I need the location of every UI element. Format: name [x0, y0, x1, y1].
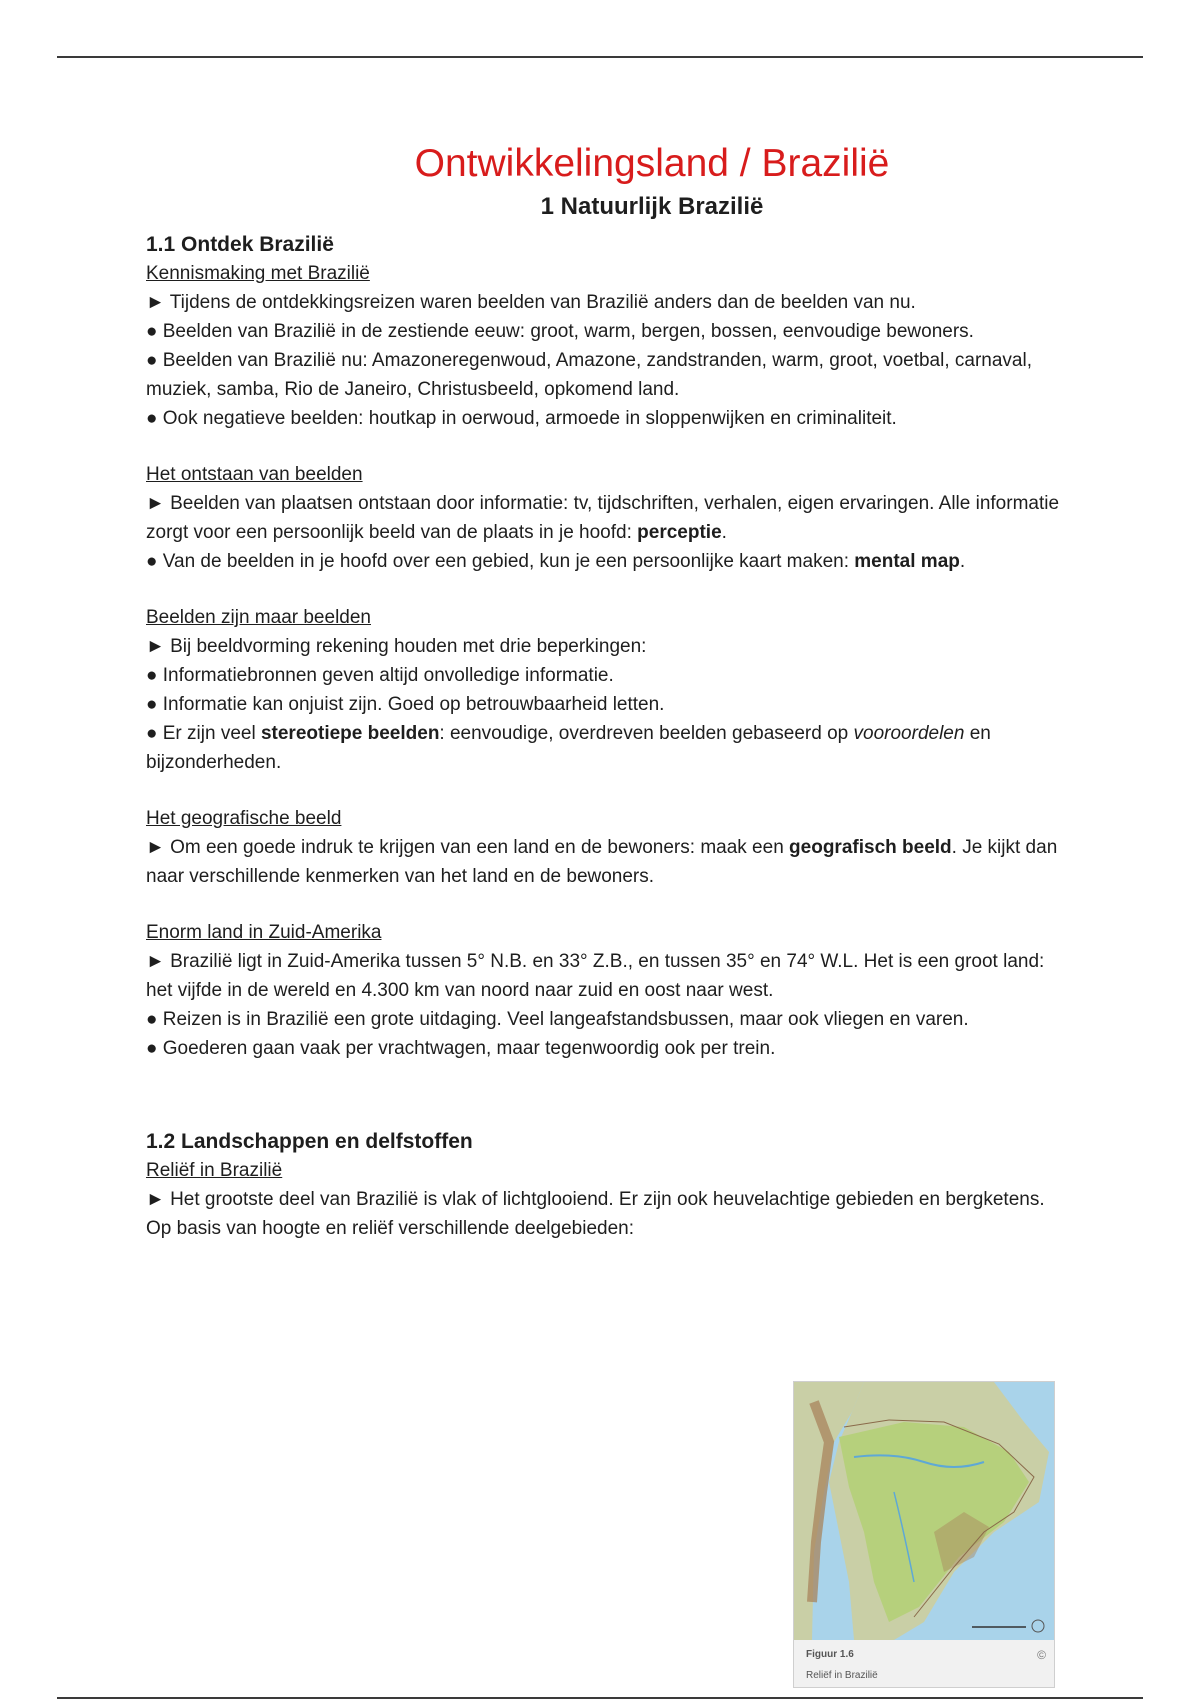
paragraph: ► Tijdens de ontdekkingsreizen waren beelden van Brazilië anders dan de beelden van nu. [146, 292, 916, 313]
subheading-beelden: Beelden zijn maar beelden [146, 607, 371, 628]
top-rule [57, 56, 1143, 58]
section-heading: 1.1 Ontdek Brazilië [146, 233, 334, 256]
subheading-geografisch: Het geografische beeld [146, 808, 342, 829]
subheading-relief: Reliëf in Brazilië [146, 1160, 283, 1181]
document-body [146, 140, 1066, 1243]
paragraph: ● Informatie kan onjuist zijn. Goed op betrouwbaarheid letten. [146, 694, 665, 715]
paragraph: ● Van de beelden in je hoofd over een gebied, kun je een persoonlijke kaart maken: mental map. [146, 551, 966, 572]
paragraph: ● Goederen gaan vaak per vrachtwagen, maar tegenwoordig ook per trein. [146, 1038, 776, 1059]
relief-map-figure [793, 1381, 1055, 1688]
paragraph: ● Er zijn veel stereotiepe beelden: eenvoudige, overdreven beelden gebaseerd op vooroordelen en bijzonderheden. [146, 723, 991, 773]
paragraph: ● Informatiebronnen geven altijd onvolledige informatie. [146, 665, 614, 686]
figure-caption: Reliëf in Brazilië [806, 1670, 878, 1681]
paragraph: ► Het grootste deel van Brazilië is vlak of lichtglooiend. Er zijn ook heuvelachtige gebieden en bergketens. Op basis van hoogte en reliëf verschillende deelgebieden: [146, 1189, 1045, 1239]
section-heading: 1.2 Landschappen en delfstoffen [146, 1130, 473, 1153]
paragraph: ● Beelden van Brazilië in de zestiende eeuw: groot, warm, bergen, bossen, eenvoudige bewoners. [146, 321, 974, 342]
paragraph: ► Beelden van plaatsen ontstaan door informatie: tv, tijdschriften, verhalen, eigen ervaringen. Alle informatie zorgt voor een persoonlijk beeld van de plaats in je hoofd: perceptie. [146, 493, 1060, 543]
paragraph: ● Beelden van Brazilië nu: Amazoneregenwoud, Amazone, zandstranden, warm, groot, voetbal, carnaval, muziek, samba, Rio de Janeiro, Christusbeeld, opkomend land. [146, 350, 1032, 400]
paragraph: ► Bij beeldvorming rekening houden met drie beperkingen: [146, 636, 647, 657]
term-stereotiepe-beelden: stereotiepe beelden [260, 723, 440, 744]
chapter-title: 1 Natuurlijk Brazilië [540, 193, 764, 220]
document-title: Ontwikkelingsland / Brazilië [414, 142, 890, 185]
term-mental-map: mental map [854, 551, 960, 572]
figure-number: Figuur 1.6 [806, 1649, 854, 1660]
bottom-rule [57, 1697, 1143, 1699]
paragraph: ● Reizen is in Brazilië een grote uitdaging. Veel langeafstandsbussen, maar ook vliegen en varen. [146, 1009, 969, 1030]
copyright-mark: © [1037, 1648, 1046, 1662]
subheading-ontstaan: Het ontstaan van beelden [146, 464, 363, 485]
paragraph: ► Om een goede indruk te krijgen van een land en de bewoners: maak een geografisch beeld. Je kijkt dan naar verschillende kenmerken van het land en de bewoners. [146, 837, 1058, 887]
term-vooroordelen: vooroordelen [853, 723, 965, 744]
subheading-enorm-land: Enorm land in Zuid-Amerika [146, 922, 382, 943]
paragraph: ● Ook negatieve beelden: houtkap in oerwoud, armoede in sloppenwijken en criminaliteit. [146, 408, 897, 429]
term-perceptie: perceptie [637, 522, 722, 543]
paragraph: ► Brazilië ligt in Zuid-Amerika tussen 5° N.B. en 33° Z.B., en tussen 35° en 74° W.L. Het is een groot land: het vijfde in de wereld en 4.300 km van noord naar zuid en oost naar west. [146, 951, 1045, 1001]
relief-map-brazil-icon [794, 1382, 1054, 1640]
term-geografisch-beeld: geografisch beeld [789, 837, 952, 858]
subheading-kennismaking: Kennismaking met Brazilië [146, 263, 370, 284]
